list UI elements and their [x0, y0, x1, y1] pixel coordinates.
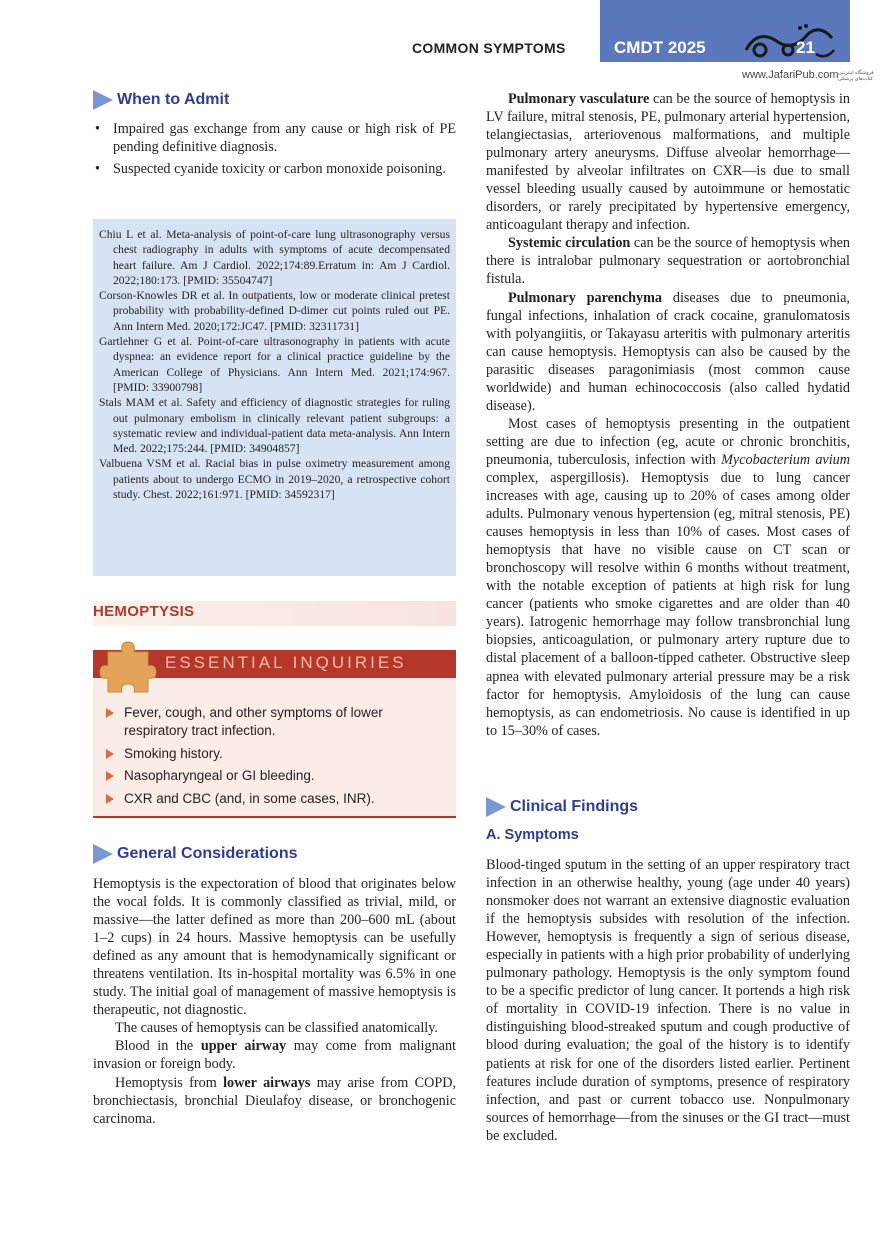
paragraph: Systemic circulation can be the source of hemoptysis when there is intralobar pulmonary sequestration or aortobronchial fistula.: [486, 235, 850, 288]
essential-inquiries-title: ESSENTIAL INQUIRIES: [165, 653, 407, 672]
list-item: Nasopharyngeal or GI bleeding.: [105, 767, 450, 785]
list-item: • Impaired gas exchange from any cause or high risk of PE pending definitive diagnosis.: [93, 120, 456, 156]
section-arrow-icon: [93, 90, 113, 110]
side-note: فروشگاه اینترنتی کتاب‌های پزشکی: [838, 70, 874, 82]
right-column-body: [486, 90, 850, 740]
section-arrow-icon: [486, 797, 506, 817]
references-box: [93, 219, 456, 576]
clinical-findings-title: Clinical Findings: [510, 798, 639, 815]
list-item: Smoking history.: [105, 745, 450, 763]
symptoms-body: [486, 856, 850, 1145]
general-considerations-title: General Considerations: [117, 845, 298, 862]
puzzle-piece-icon: [98, 638, 158, 698]
reference-item: Chiu L et al. Meta-analysis of point-of-care lung ultrasonography versus chest radiography in adults with symptoms of acute decompensated heart failure. Am J Cardiol. 2022;174:89.Erratum in: Am J Cardiol. 2022;180:173. [PMID: 35504747]: [99, 228, 450, 287]
hemoptysis-title: HEMOPTYSIS: [93, 603, 195, 620]
paragraph: Hemoptysis from lower airways may arise from COPD, bronchiectasis, bronchial Dieulafoy disease, or bronchogenic carcinoma.: [93, 1074, 456, 1127]
essential-inquiries-list: [105, 704, 450, 812]
paragraph: Blood-tinged sputum in the setting of an upper respiratory tract infection in an otherwise healthy, young (age under 40 years) nonsmoker does not warrant an extensive diagnostic evaluation if the hemoptysis subsides with resolution of the infection. However, hemoptysis is frequently a sign of serious disease, especially in patients with a high prior probability of underlying pulmonary pathology. Hemoptysis is the only symptom found to be a specific predictor of lung cancer. It portends a high risk of mortality in COVID-19 infection. There is no value in distinguishing blood-streaked sputum and cough productive of blood during evaluation; the goal of the history is to identify patients at risk for one of the disorders listed earlier. Pertinent features include duration of symptoms, presence of respiratory infection, and past or current tobacco use. Nonpulmonary sources of hemorrhage—from the sinuses or the GI tract—must be excluded.: [486, 857, 850, 1144]
paragraph: Hemoptysis is the expectoration of blood that originates below the vocal folds. It is commonly classified as trivial, mild, or massive—the latter defined as more than 200–600 mL (about 1–2 cups) in 24 hours. Massive hemoptysis can be usefully defined as any amount that is hemodynamically significant or threatens ventilation. Its in-hospital mortality was 6.5% in one study. The initial goal of management of massive hemoptysis is therapeutic, not diagnostic.: [93, 876, 456, 1019]
general-considerations-body: [93, 875, 456, 1128]
reference-item: Gartlehner G et al. Point-of-care ultrasonography in patients with acute dyspnea: an evidence report for a clinical practice guideline by the American College of Physicians. Ann Intern Med. 2021;174:967. [PMID: 33900798]: [99, 335, 450, 394]
list-item: • Suspected cyanide toxicity or carbon monoxide poisoning.: [93, 160, 456, 178]
list-item: CXR and CBC (and, in some cases, INR).: [105, 790, 450, 808]
page-number: 21: [796, 38, 815, 57]
paragraph: Blood in the upper airway may come from malignant invasion or foreign body.: [93, 1038, 456, 1073]
when-to-admit-title: When to Admit: [117, 91, 230, 108]
list-item: Fever, cough, and other symptoms of lower respiratory tract infection.: [105, 704, 450, 740]
paragraph: Pulmonary vasculature can be the source of hemoptysis in LV failure, mitral stenosis, PE, pulmonary arterial hypertension, telangiectasias, arteriovenous malformations, and multiple pulmonary artery aneurysms. Diffuse alveolar hemorrhage—manifested by alveolar infiltrates on CXR—is due to small vessel bleeding usually caused by autoimmune or hemostatic disorders, or rarely precipitated by hypertensive emergency, anticoagulant therapy and infection.: [486, 91, 850, 234]
symptoms-subheading: A. Symptoms: [486, 827, 579, 843]
reference-item: Corson-Knowles DR et al. In outpatients, low or moderate clinical pretest probability with probability-defined D-dimer cut points ruled out PE. Ann Intern Med. 2020;172:JC47. [PMID: 32311731]: [99, 289, 450, 333]
when-to-admit-list: [93, 120, 456, 182]
paragraph: Most cases of hemoptysis presenting in the outpatient setting are due to infection (eg, acute or chronic bronchitis, pneumonia, tuberculosis, infection with Mycobacterium avium complex, aspergillosis). Hemoptysis due to lung cancer increases with age, causing up to 20% of cases among older adults. Pulmonary venous hypertension (eg, mitral stenosis, PE) causes hemoptysis in less than 10% of cases. Most cases of hemoptysis that have no visible cause on CT scan or bronchoscopy will resolve within 6 months without treatment, with the notable exception of patients at high risk for lung cancer (patients who smoke cigarettes and are older than 40 years). Iatrogenic hemorrhage may follow transbronchial lung biopsies, anticoagulation, or pulmonary artery rupture due to distal placement of a balloon-tipped catheter. Obstructive sleep apnea with elevated pulmonary arterial pressure may be a risk factor for hemoptysis. Amyloidosis of the lung can cause hemoptysis, as can endometriosis. No cause is identified in up to 15–30% of cases.: [486, 415, 850, 739]
publisher-logo-icon: [738, 20, 838, 64]
reference-item: Valbuena VSM et al. Racial bias in pulse oximetry measurement among patients about to undergo ECMO in 2019–2020, a retrospective cohort study. Chest. 2022;161:971. [PMID: 34592317]: [99, 457, 450, 502]
paragraph: The causes of hemoptysis can be classified anatomically.: [115, 1020, 438, 1037]
book-title: CMDT 2025: [614, 38, 706, 57]
publisher-url: www.JafariPub.com: [742, 69, 839, 81]
when-to-admit-heading: [93, 90, 229, 110]
paragraph: Pulmonary parenchyma diseases due to pneumonia, fungal infections, inhalation of crack cocaine, granulomatosis with polyangiitis, or Takayasu arteritis with pulmonary arteritis can cause hemoptysis. Hemoptysis can also be caused by the parasitic diseases paragonimiasis (most common cause worldwide) and human echinococcosis (also called hydatid disease).: [486, 289, 850, 414]
running-head: COMMON SYMPTOMS: [412, 40, 566, 56]
reference-item: Stals MAM et al. Safety and efficiency of diagnostic strategies for ruling out pulmonary embolism in clinically relevant patient subgroups: a systematic review and individual-patient data meta-analysis. Ann Intern Med. 2022;175:244. [PMID: 34904857]: [99, 396, 450, 456]
general-considerations-heading: [93, 844, 298, 864]
clinical-findings-heading: [486, 797, 638, 817]
section-arrow-icon: [93, 844, 113, 864]
